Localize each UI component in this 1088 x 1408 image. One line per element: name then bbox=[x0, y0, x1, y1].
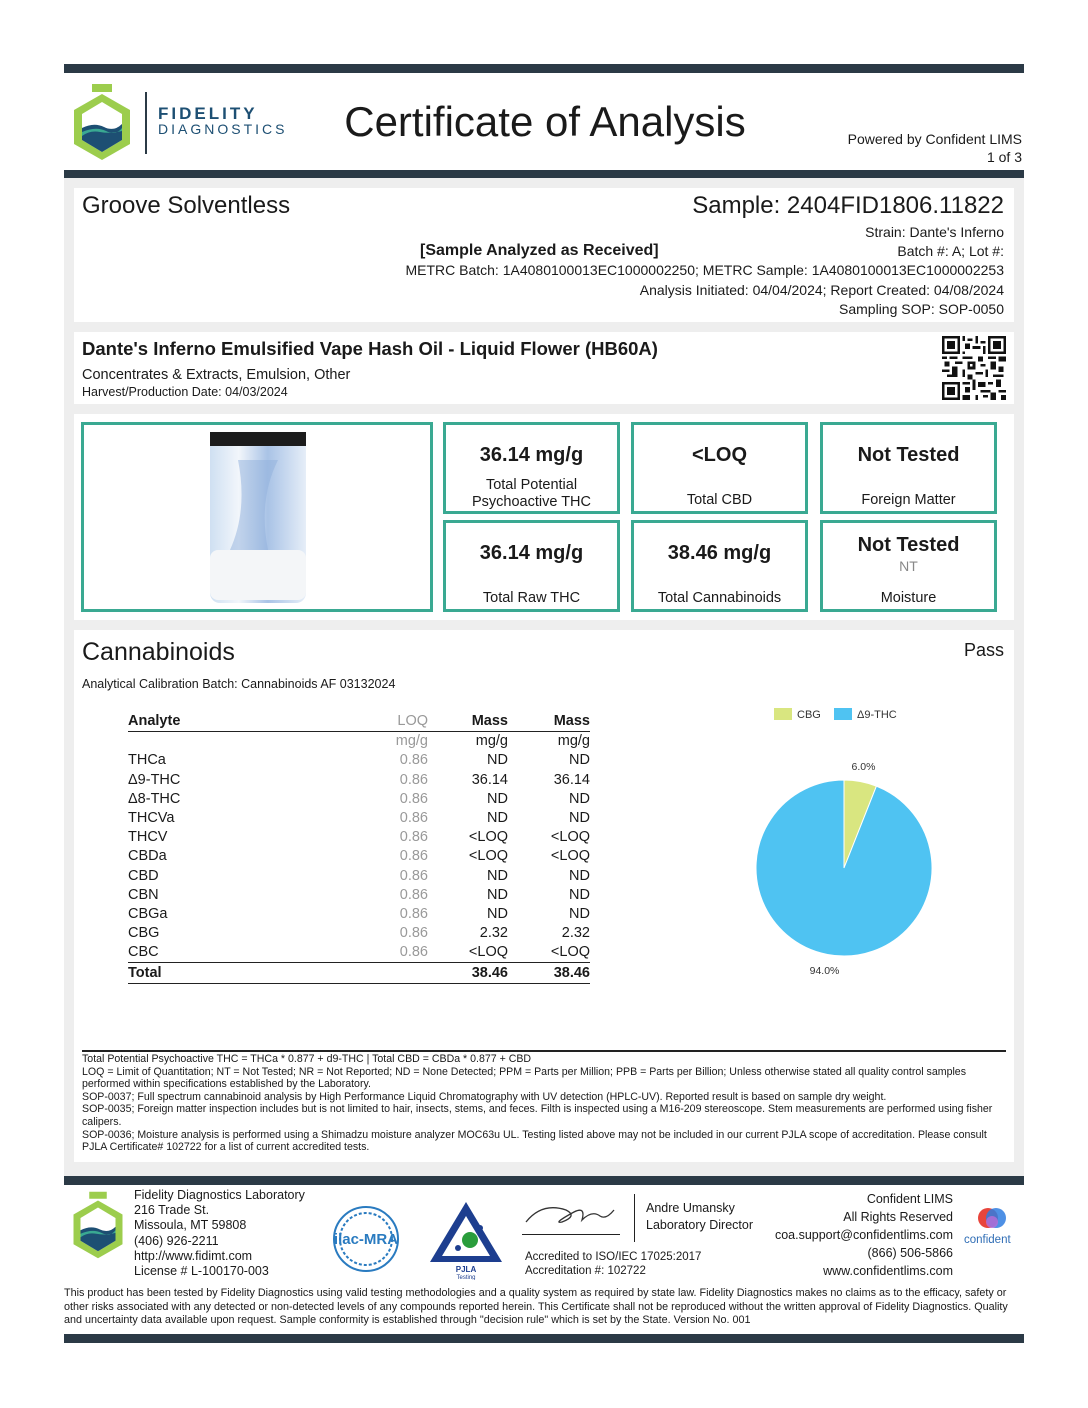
calibration-batch: Analytical Calibration Batch: Cannabinoids AF 03132024 bbox=[82, 677, 396, 691]
mass-cell: ND bbox=[487, 905, 508, 922]
disclaimer: This product has been tested by Fidelity Diagnostics using valid testing methodologies and a quality system as required by state law. Fidelity Diagnostics makes no claims as to the efficacy, safety or other risks associated with any detected or non-detected levels of any compounds reported herein. This Certificate shall not be reproduced without the written approval of Fidelity Diagnostics. Quality and uncertainty data available upon request. Sample conformity is established through "decision rule" which is set by the State. Version No. 001 bbox=[64, 1287, 1008, 1327]
mass-cell: ND bbox=[569, 790, 590, 807]
column-header: Mass bbox=[428, 712, 508, 732]
table-row bbox=[128, 847, 590, 866]
analyte-cell: CBD bbox=[128, 867, 159, 884]
loq-cell: 0.86 bbox=[399, 886, 428, 903]
unit-cell: mg/g bbox=[475, 733, 508, 750]
summary-label: Psychoactive THC bbox=[472, 494, 591, 510]
summary-card-raw-thc bbox=[443, 520, 620, 612]
powered-by: Powered by Confident LIMS bbox=[847, 131, 1022, 147]
lab-info-line: License # L-100170-003 bbox=[134, 1264, 269, 1279]
harvest-date: Harvest/Production Date: 04/03/2024 bbox=[82, 385, 288, 399]
director-title: Laboratory Director bbox=[646, 1218, 753, 1232]
confident-info bbox=[775, 1190, 953, 1280]
header-divider-bar bbox=[64, 170, 1024, 178]
column-header: Mass bbox=[508, 712, 590, 732]
lab-info-line: Missoula, MT 59808 bbox=[134, 1218, 247, 1233]
summary-value: 36.14 mg/g bbox=[479, 542, 584, 564]
summary-card-foreign-matter bbox=[820, 422, 997, 514]
summary-label: Total CBD bbox=[686, 492, 753, 508]
product-photo-frame bbox=[81, 422, 433, 612]
summary-sub: NT bbox=[899, 558, 918, 574]
summary-label: Moisture bbox=[880, 590, 937, 606]
table-row bbox=[128, 905, 590, 924]
product-panel bbox=[74, 332, 1014, 404]
mass-cell: 2.32 bbox=[561, 925, 590, 942]
note-line: LOQ = Limit of Quantitation; NT = Not Tested; NR = Not Reported; ND = None Detected; PPM = Parts per Million; PPB = Parts per Billion; Unless otherwise stated all quality control samples performed within specifications established by the Laboratory. bbox=[82, 1065, 966, 1091]
column-header: LOQ bbox=[338, 712, 428, 732]
unit-cell: mg/g bbox=[557, 733, 590, 750]
lab-address bbox=[134, 1188, 305, 1279]
director-name: Andre Umansky bbox=[646, 1201, 735, 1215]
cannabinoids-table bbox=[128, 712, 590, 984]
table-header-row bbox=[128, 712, 590, 732]
loq-cell: 0.86 bbox=[399, 790, 428, 807]
sample-panel bbox=[74, 188, 1014, 322]
footer-divider-bar bbox=[64, 1176, 1024, 1185]
summary-value: Not Tested bbox=[857, 534, 960, 556]
loq-cell: 0.86 bbox=[399, 771, 428, 788]
logo-text-diagnostics: DIAGNOSTICS bbox=[158, 121, 288, 137]
loq-cell: 0.86 bbox=[399, 752, 428, 769]
legend-label: Δ9-THC bbox=[857, 709, 897, 721]
legend-swatch bbox=[774, 708, 792, 720]
analyte-cell: CBGa bbox=[128, 905, 168, 922]
signature-separator bbox=[634, 1194, 635, 1242]
summary-value: 36.14 mg/g bbox=[479, 444, 584, 466]
accreditation-number: Accreditation #: 102722 bbox=[525, 1265, 646, 1277]
sample-id: Sample: 2404FID1806.11822 bbox=[692, 192, 1004, 219]
summary-value: <LOQ bbox=[691, 444, 747, 466]
ilac-mra-logo-icon bbox=[326, 1204, 406, 1274]
unit-cell bbox=[128, 732, 338, 752]
table-row bbox=[128, 867, 590, 886]
analyte-cell: CBN bbox=[128, 886, 159, 903]
lab-info-line: (406) 926-2211 bbox=[134, 1233, 219, 1248]
footer-logo-icon bbox=[70, 1190, 126, 1260]
mass-cell: ND bbox=[569, 905, 590, 922]
table-row bbox=[128, 828, 590, 847]
loq-cell: 0.86 bbox=[399, 925, 428, 942]
summary-card-moisture bbox=[820, 520, 997, 612]
lab-info-line: http://www.fidimt.com bbox=[134, 1248, 253, 1263]
column-header: Analyte bbox=[128, 712, 338, 732]
analyte-cell: Δ8-THC bbox=[128, 790, 181, 807]
confident-info-line: All Rights Reserved bbox=[843, 1210, 953, 1224]
signature-icon bbox=[522, 1198, 622, 1230]
loq-cell: 0.86 bbox=[399, 810, 428, 827]
confident-logo-icon bbox=[972, 1202, 1014, 1234]
total-cell: 38.46 bbox=[428, 963, 508, 983]
mass-cell: ND bbox=[487, 790, 508, 807]
pjla-text: PJLA bbox=[455, 1265, 477, 1274]
logo-separator bbox=[145, 92, 147, 154]
note-line: SOP-0037; Full spectrum cannabinoid analysis by High Performance Liquid Chromatography with UV detection (HPLC-UV). Reported result is based on sample dry weight. bbox=[82, 1090, 887, 1103]
mass-cell: <LOQ bbox=[468, 848, 508, 865]
logo-text-fidelity: FIDELITY bbox=[158, 104, 258, 123]
total-cell bbox=[338, 963, 428, 983]
fidelity-logo-icon bbox=[70, 82, 134, 162]
analyte-cell: THCa bbox=[128, 752, 166, 769]
metrc-info: METRC Batch: 1A4080100013EC1000002250; METRC Sample: 1A4080100013EC1000002253 bbox=[405, 262, 1004, 278]
summary-label: Foreign Matter bbox=[861, 492, 956, 508]
analyte-cell: CBC bbox=[128, 944, 159, 961]
note-line: SOP-0036; Moisture analysis is performed using a Shimadzu moisture analyzer MOC63u UL. Testing listed above may not be included in our current PJLA scope of accreditation. Please consult PJLA Certificate# 102722 for a list of current accredited tests. bbox=[82, 1128, 987, 1154]
pjla-sub-text: Testing bbox=[456, 1275, 476, 1280]
mass-cell: ND bbox=[569, 752, 590, 769]
legend-swatch bbox=[834, 708, 852, 720]
analyte-cell: THCVa bbox=[128, 810, 175, 827]
analyte-cell: CBDa bbox=[128, 848, 167, 865]
analyte-cell: THCV bbox=[128, 829, 168, 846]
mass-cell: 36.14 bbox=[553, 771, 590, 788]
summary-card-total-thc bbox=[443, 422, 620, 514]
summary-card-total-cbd bbox=[631, 422, 808, 514]
pie-value-label: 94.0% bbox=[809, 965, 840, 978]
pie-slice bbox=[756, 780, 932, 956]
loq-cell: 0.86 bbox=[399, 905, 428, 922]
analyte-cell: Δ9-THC bbox=[128, 771, 181, 788]
lab-info-line: Fidelity Diagnostics Laboratory bbox=[134, 1188, 305, 1202]
table-row bbox=[128, 886, 590, 905]
ilac-text: ilac-MRA bbox=[333, 1231, 399, 1248]
loq-cell: 0.86 bbox=[399, 944, 428, 961]
table-row bbox=[128, 924, 590, 943]
confident-info-line[interactable]: coa.support@confidentlims.com bbox=[774, 1228, 953, 1242]
mass-cell: <LOQ bbox=[550, 848, 590, 865]
page-number: 1 of 3 bbox=[986, 149, 1022, 165]
summary-label: Total Potential bbox=[485, 477, 578, 493]
confident-logo-text: confident bbox=[964, 1234, 1011, 1246]
mass-cell: ND bbox=[487, 886, 508, 903]
mass-cell: 36.14 bbox=[471, 771, 508, 788]
mass-cell: <LOQ bbox=[550, 829, 590, 846]
mass-cell: 2.32 bbox=[479, 925, 508, 942]
note-line: Total Potential Psychoactive THC = THCa * 0.877 + d9-THC | Total CBD = CBDa * 0.877 + CBD bbox=[82, 1053, 532, 1065]
pjla-logo-icon bbox=[426, 1198, 506, 1280]
product-category: Concentrates & Extracts, Emulsion, Other bbox=[82, 367, 351, 383]
table-row bbox=[128, 943, 590, 963]
unit-cell: mg/g bbox=[395, 733, 428, 750]
loq-cell: 0.86 bbox=[399, 829, 428, 846]
product-name: Dante's Inferno Emulsified Vape Hash Oil - Liquid Flower (HB60A) bbox=[82, 338, 658, 359]
signature-line bbox=[522, 1234, 620, 1235]
pie-value-label: 6.0% bbox=[851, 760, 876, 773]
confident-info-line: (866) 506-5866 bbox=[867, 1246, 953, 1260]
total-cell: Total bbox=[128, 963, 338, 983]
confident-info-line[interactable]: www.confidentlims.com bbox=[823, 1264, 953, 1278]
mass-cell: ND bbox=[487, 810, 508, 827]
page-title: Certificate of Analysis bbox=[344, 98, 746, 145]
mass-cell: ND bbox=[569, 867, 590, 884]
table-row bbox=[128, 809, 590, 828]
method-notes bbox=[82, 1053, 1006, 1154]
summary-panel bbox=[74, 414, 1014, 620]
notes-divider bbox=[82, 1050, 1006, 1052]
analysis-dates: Analysis Initiated: 04/04/2024; Report Created: 04/08/2024 bbox=[639, 282, 1004, 298]
loq-cell: 0.86 bbox=[399, 867, 428, 884]
sampling-sop: Sampling SOP: SOP-0050 bbox=[839, 301, 1004, 317]
confident-info-line: Confident LIMS bbox=[866, 1192, 953, 1206]
accreditation-standard: Accredited to ISO/IEC 17025:2017 bbox=[525, 1251, 702, 1263]
product-photo bbox=[208, 430, 308, 605]
summary-value: Not Tested bbox=[857, 444, 960, 466]
analyzed-note: [Sample Analyzed as Received] bbox=[420, 242, 659, 259]
mass-cell: ND bbox=[569, 810, 590, 827]
table-row bbox=[128, 751, 590, 770]
section-title: Cannabinoids bbox=[82, 638, 235, 666]
table-unit-row bbox=[128, 732, 590, 752]
summary-label: Total Raw THC bbox=[482, 590, 581, 606]
total-cell: 38.46 bbox=[508, 963, 590, 983]
table-total-row bbox=[128, 963, 590, 983]
client-name: Groove Solventless bbox=[82, 192, 291, 219]
table-row bbox=[128, 790, 590, 809]
mass-cell: ND bbox=[487, 867, 508, 884]
cannabinoids-panel bbox=[74, 630, 1014, 1162]
lab-info-line: 216 Trade St. bbox=[134, 1203, 210, 1218]
mass-cell: ND bbox=[487, 752, 508, 769]
loq-cell: 0.86 bbox=[399, 848, 428, 865]
batch-lot: Batch #: A; Lot #: bbox=[897, 243, 1004, 259]
top-bar bbox=[64, 64, 1024, 73]
legend-label: CBG bbox=[797, 709, 821, 721]
note-line: SOP-0035; Foreign matter inspection includes but is not limited to hair, insects, stems, and feces. Filth is inspected using a M16-209 stereoscope. Stem measurements are performed using fisher calipers. bbox=[82, 1103, 993, 1128]
summary-label: Total Cannabinoids bbox=[657, 590, 782, 606]
cannabinoid-pie-chart bbox=[714, 696, 974, 986]
analyte-cell: CBG bbox=[128, 925, 160, 942]
mass-cell: <LOQ bbox=[550, 944, 590, 961]
summary-card-total-cannabinoids bbox=[631, 520, 808, 612]
strain: Strain: Dante's Inferno bbox=[865, 224, 1004, 240]
qr-code-icon[interactable] bbox=[942, 336, 1006, 400]
bottom-bar bbox=[64, 1334, 1024, 1343]
mass-cell: <LOQ bbox=[468, 829, 508, 846]
mass-cell: ND bbox=[569, 886, 590, 903]
summary-value: 38.46 mg/g bbox=[667, 542, 772, 564]
status-badge: Pass bbox=[963, 640, 1004, 660]
mass-cell: <LOQ bbox=[468, 944, 508, 961]
table-row bbox=[128, 771, 590, 790]
